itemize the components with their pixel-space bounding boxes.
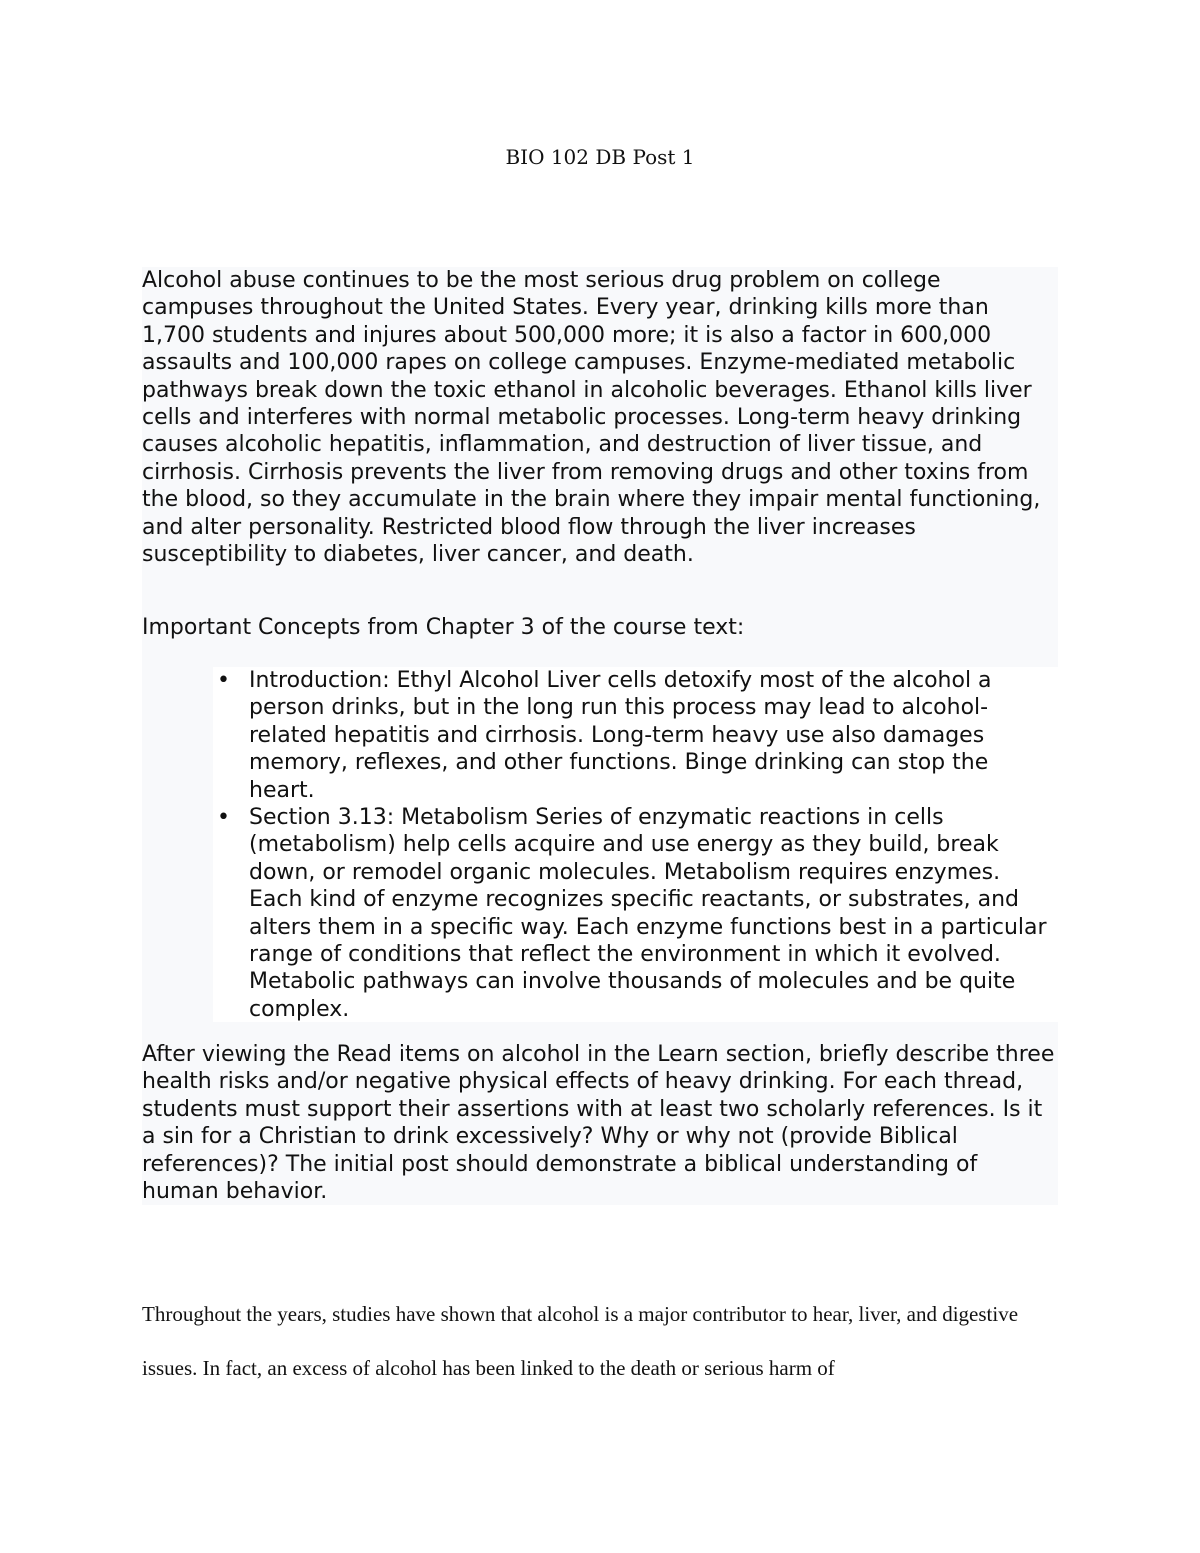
bullet-icon: • — [217, 805, 230, 831]
prompt-intro-paragraph: Alcohol abuse continues to be the most serious drug problem on college campuses throughout the United States. Every year, drinking kills more than 1,700 students and injures about 500,000 more; it is also a factor in 600,000 assaults and 100,000 rapes on college campuses. Enzyme-mediated metabolic pathways break down the toxic ethanol in alcoholic beverages. Ethanol kills liver cells and interferes with normal metabolic processes. Long-term heavy drinking causes alcoholic hepatitis, inflammation, and destruction of liver tissue, and cirrhosis. Cirrhosis prevents the liver from removing drugs and other toxins from the blood, so they accumulate in the brain where they impair mental functioning, and alter personality. Restricted blood flow through the liver increases susceptibility to diabetes, liver cancer, and death. — [142, 268, 1041, 568]
response-paragraph: Throughout the years, studies have shown that alcohol is a major contributor to hear, liver, and digestive issues. In fact, an excess of alcohol has been linked to the death or serious harm of — [142, 1302, 1019, 1380]
concept-text-metabolism: Section 3.13: Metabolism Series of enzymatic reactions in cells (metabolism) help cells acquire and use energy as they build, break down, or remodel organic molecules. Metabolism requires enzymes. Each kind of enzyme recognizes specific reactants, or substrates, and alters them in a specific way. Each enzyme functions best in a particular range of conditions that reflect the environment in which it evolved. Metabolic pathways can involve thousands of molecules and be quite complex. — [249, 805, 1047, 1022]
list-item — [213, 804, 1058, 1023]
document-title: BIO 102 DB Post 1 — [505, 145, 695, 169]
concepts-heading: Important Concepts from Chapter 3 of the course text: — [142, 615, 745, 640]
assignment-prompt — [142, 267, 1058, 1205]
prompt-instructions-paragraph: After viewing the Read items on alcohol in the Learn section, briefly describe three health risks and/or negative physical effects of heavy drinking. For each thread, students must support their assertions with at least two scholarly references. Is it a sin for a Christian to drink excessively? Why or why not (provide Biblical references)? The initial post should demonstrate a biblical understanding of human behavior. — [142, 1042, 1055, 1205]
list-item — [213, 667, 1058, 804]
concept-text-introduction: Introduction: Ethyl Alcohol Liver cells detoxify most of the alcohol a person drinks, but in the long run this process may lead to alcohol-related hepatitis and cirrhosis. Long-term heavy use also damages memory, reflexes, and other functions. Binge drinking can stop the heart. — [249, 668, 992, 803]
bullet-icon: • — [217, 668, 230, 693]
concepts-list — [213, 667, 1058, 1022]
